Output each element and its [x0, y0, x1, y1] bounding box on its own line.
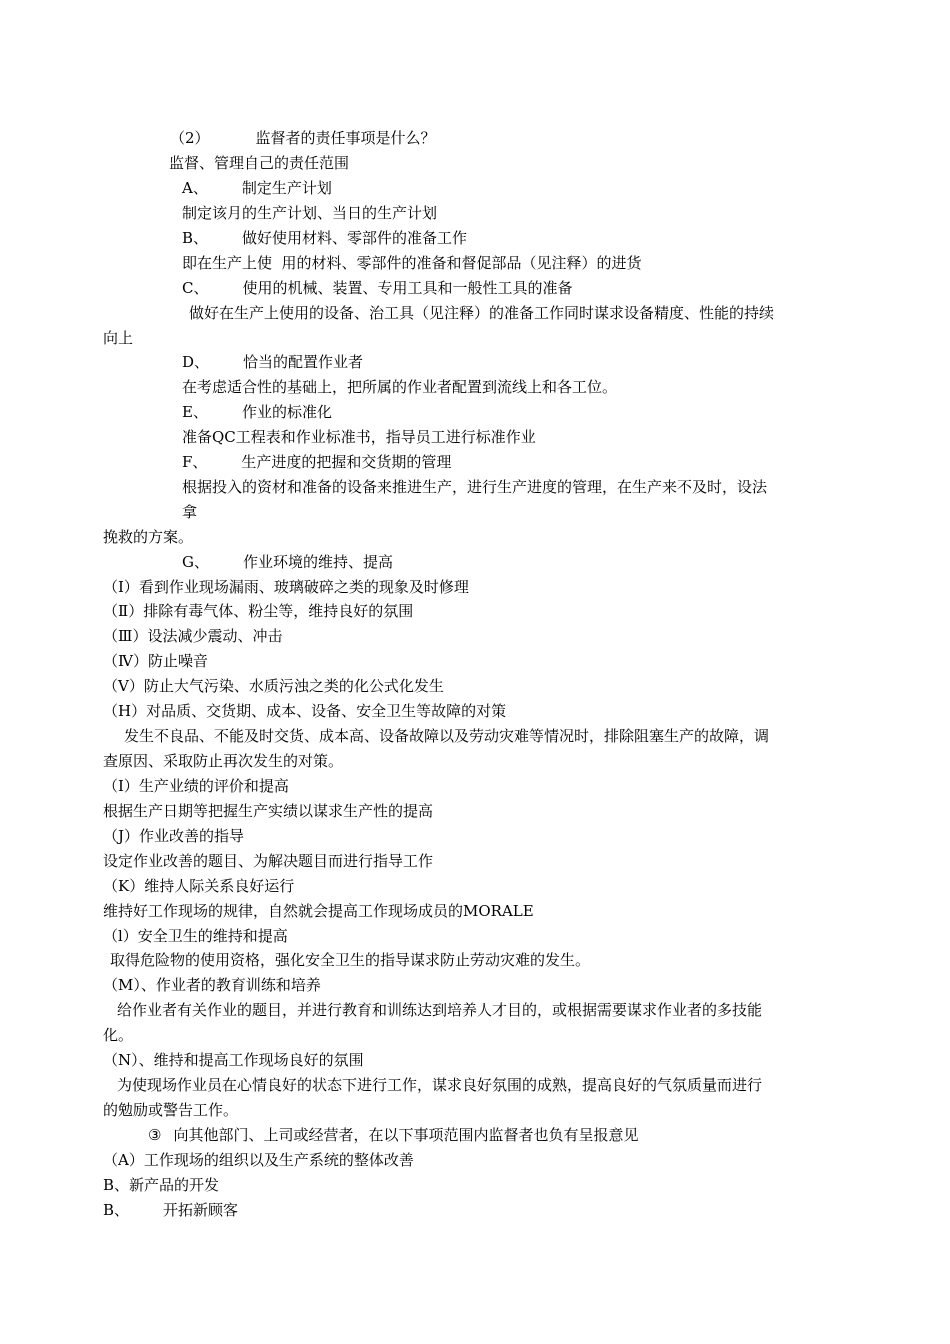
item-letter: A、 [182, 179, 208, 197]
section-l-desc: 取得危险物的使用资格，强化安全卫生的指导谋求防止劳动灾难的发生。 [110, 951, 591, 969]
section-h-title: （H）对品质、交货期、成本、设备、安全卫生等故障的对策 [103, 702, 507, 720]
item-d-heading [182, 352, 363, 372]
item-letter: G、 [182, 553, 209, 571]
env-item-3: （Ⅲ）设法减少震动、冲击 [103, 627, 283, 645]
item-c-heading [182, 278, 573, 298]
section-n-title: （N）、维持和提高工作现场良好的氛围 [103, 1051, 364, 1069]
section-j-title: （J）作业改善的指导 [103, 827, 245, 845]
report-item-2: B、新产品的开发 [103, 1176, 220, 1194]
item-letter: B、 [103, 1201, 130, 1219]
report-title: 向其他部门、上司或经营者，在以下事项范围内监督者也负有呈报意见 [173, 1126, 639, 1144]
section-h-desc: 发生不良品、不能及时交货、成本高、设备故障以及劳动灾难等情况时，排除阻塞生产的故障，调 [124, 727, 770, 745]
item-title: 制定生产计划 [241, 179, 332, 197]
item-b-heading [182, 228, 467, 248]
item-letter: E、 [182, 403, 208, 421]
item-a-heading [182, 178, 332, 198]
section-i-title: （I）生产业绩的评价和提高 [103, 777, 289, 795]
item-letter: D、 [182, 353, 210, 371]
intro-text: 监督、管理自己的责任范围 [169, 154, 350, 172]
item-letter: F、 [182, 453, 208, 471]
item-letter: C、 [182, 279, 209, 297]
item-e-heading [182, 402, 332, 422]
item-letter: B、 [182, 229, 209, 247]
report-item-3 [103, 1200, 238, 1220]
section-i-desc: 根据生产日期等把握生产实绩以谋求生产性的提高 [103, 802, 434, 820]
item-title: 生产进度的把握和交货期的管理 [241, 453, 452, 471]
item-f-desc: 根据投入的资材和准备的设备来推进生产，进行生产进度的管理，在生产来不及时，设法 [182, 478, 768, 496]
item-f-desc-end: 挽救的方案。 [103, 528, 194, 546]
section-j-desc: 设定作业改善的题目、为解决题目而进行指导工作 [103, 852, 434, 870]
section-l-title: （l）安全卫生的维持和提高 [103, 927, 288, 945]
report-item-1: （A）工作现场的组织以及生产系统的整体改善 [103, 1151, 414, 1169]
env-item-1: （Ⅰ）看到作业现场漏雨、玻璃破碎之类的现象及时修理 [103, 578, 469, 596]
report-heading [148, 1125, 638, 1145]
report-marker: ③ [148, 1126, 162, 1144]
item-g-heading [182, 552, 393, 572]
item-f-heading [182, 452, 451, 472]
section-m-desc: 给作业者有关作业的题目，并进行教育和训练达到培养人才目的，或根据需要谋求作业者的多技能 [117, 1001, 763, 1019]
item-title: 作业环境的维持、提高 [242, 553, 393, 571]
section-n-desc-cont: 的勉励或警告工作。 [103, 1101, 239, 1119]
item-title: 做好使用材料、零部件的准备工作 [242, 229, 468, 247]
section-m-desc-cont: 化。 [103, 1026, 134, 1044]
section-k-title: （K）维持人际关系良好运行 [103, 877, 295, 895]
item-b-desc: 即在生产上使 用的材料、零部件的准备和督促部品（见注释）的进货 [182, 254, 642, 272]
item-a-desc: 制定该月的生产计划、当日的生产计划 [182, 204, 438, 222]
item-title: 开拓新顾客 [163, 1201, 239, 1219]
section-h-desc-cont: 查原因、采取防止再次发生的对策。 [103, 752, 344, 770]
section-n-desc: 为使现场作业员在心情良好的状态下进行工作，谋求良好氛围的成熟，提高良好的气氛质量而进行 [117, 1076, 763, 1094]
section-number: （2） [170, 129, 210, 147]
section-m-title: （M）、作业者的教育训练和培养 [103, 976, 321, 994]
item-title: 作业的标准化 [241, 403, 332, 421]
section-title: 监督者的责任事项是什么？ [255, 129, 436, 147]
item-title: 恰当的配置作业者 [243, 353, 364, 371]
env-item-5: （Ⅴ）防止大气污染、水质污浊之类的化公式化发生 [103, 677, 444, 695]
item-e-desc: 准备QC工程表和作业标准书，指导员工进行标准作业 [182, 428, 536, 446]
section-k-desc: 维持好工作现场的规律，自然就会提高工作现场成员的MORALE [103, 902, 534, 920]
item-c-desc: 做好在生产上使用的设备、治工具（见注释）的准备工作同时谋求设备精度、性能的持续 [189, 304, 775, 322]
item-d-desc: 在考虑适合性的基础上，把所属的作业者配置到流线上和各工位。 [182, 378, 618, 396]
section-heading [170, 128, 436, 148]
item-title: 使用的机械、装置、专用工具和一般性工具的准备 [242, 279, 573, 297]
item-f-desc-cont: 拿 [182, 503, 198, 521]
env-item-2: （Ⅱ）排除有毒气体、粉尘等，维持良好的氛围 [103, 602, 414, 620]
item-c-desc-cont: 向上 [103, 329, 134, 347]
env-item-4: （Ⅳ）防止噪音 [103, 652, 208, 670]
